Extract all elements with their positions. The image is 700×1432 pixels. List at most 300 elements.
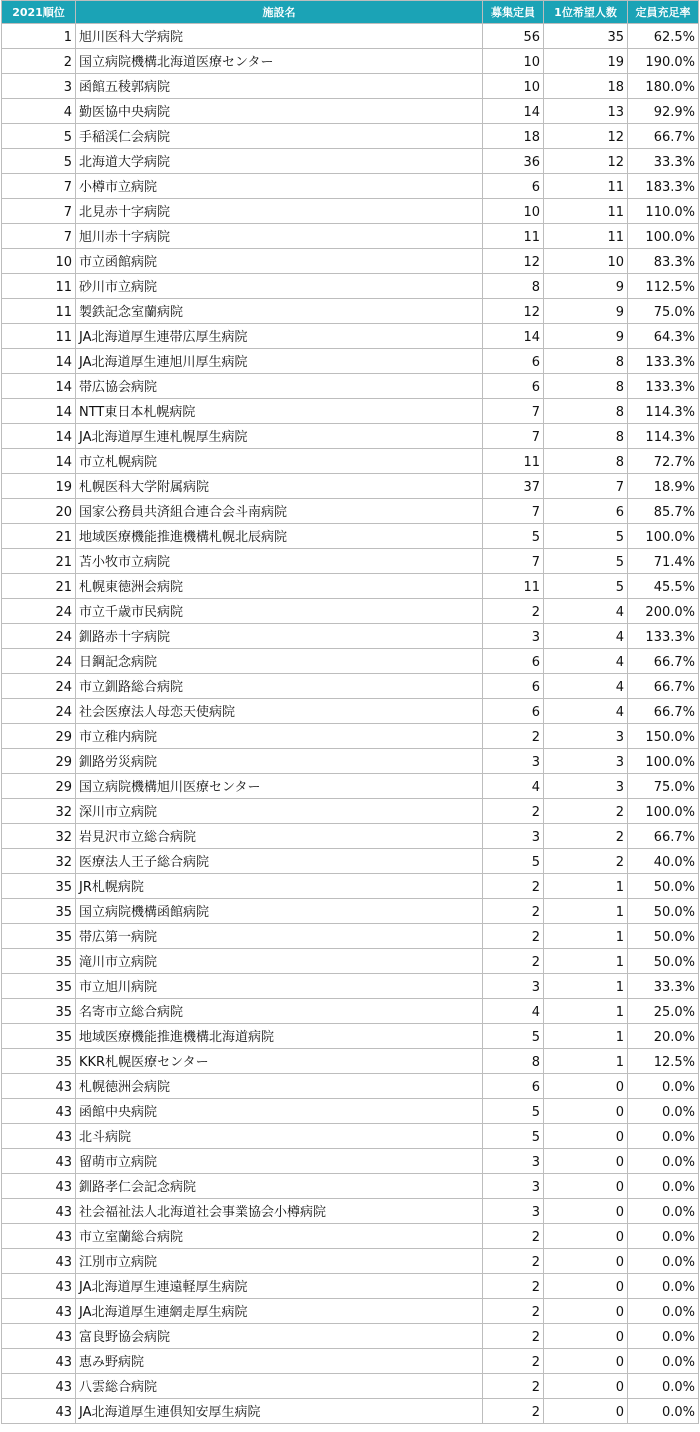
table-row <box>2 1399 699 1424</box>
table-row <box>2 424 699 449</box>
cell-capacity: 2 <box>483 1399 544 1424</box>
cell-name: 函館五稜郭病院 <box>76 74 483 99</box>
table-row <box>2 624 699 649</box>
cell-name: 市立稚内病院 <box>76 724 483 749</box>
cell-first-choice: 0 <box>544 1299 628 1324</box>
cell-rank: 7 <box>2 224 76 249</box>
cell-capacity: 3 <box>483 1174 544 1199</box>
cell-first-choice: 0 <box>544 1249 628 1274</box>
cell-fill-rate: 0.0% <box>628 1124 699 1149</box>
cell-first-choice: 18 <box>544 74 628 99</box>
cell-fill-rate: 66.7% <box>628 699 699 724</box>
cell-name: 砂川市立病院 <box>76 274 483 299</box>
cell-fill-rate: 66.7% <box>628 674 699 699</box>
cell-first-choice: 1 <box>544 874 628 899</box>
cell-first-choice: 35 <box>544 24 628 49</box>
cell-rank: 24 <box>2 649 76 674</box>
cell-capacity: 5 <box>483 524 544 549</box>
cell-name: 江別市立病院 <box>76 1249 483 1274</box>
cell-rank: 35 <box>2 949 76 974</box>
cell-first-choice: 3 <box>544 774 628 799</box>
table-row <box>2 1349 699 1374</box>
cell-capacity: 2 <box>483 724 544 749</box>
cell-fill-rate: 200.0% <box>628 599 699 624</box>
cell-rank: 35 <box>2 974 76 999</box>
cell-fill-rate: 50.0% <box>628 899 699 924</box>
cell-first-choice: 4 <box>544 599 628 624</box>
cell-fill-rate: 0.0% <box>628 1324 699 1349</box>
table-row <box>2 949 699 974</box>
hospital-ranking-table <box>1 0 699 1424</box>
table-row <box>2 749 699 774</box>
cell-capacity: 2 <box>483 924 544 949</box>
cell-rank: 21 <box>2 574 76 599</box>
cell-name: 社会福祉法人北海道社会事業協会小樽病院 <box>76 1199 483 1224</box>
cell-first-choice: 0 <box>544 1199 628 1224</box>
cell-fill-rate: 0.0% <box>628 1349 699 1374</box>
table-row <box>2 974 699 999</box>
cell-fill-rate: 0.0% <box>628 1224 699 1249</box>
cell-first-choice: 12 <box>544 149 628 174</box>
header-fill-rate: 定員充足率 <box>628 1 699 24</box>
cell-rank: 43 <box>2 1224 76 1249</box>
cell-first-choice: 0 <box>544 1399 628 1424</box>
cell-fill-rate: 190.0% <box>628 49 699 74</box>
cell-fill-rate: 100.0% <box>628 524 699 549</box>
cell-name: 国家公務員共済組合連合会斗南病院 <box>76 499 483 524</box>
table-row <box>2 1324 699 1349</box>
cell-first-choice: 0 <box>544 1274 628 1299</box>
cell-rank: 32 <box>2 824 76 849</box>
table-row <box>2 74 699 99</box>
cell-rank: 29 <box>2 749 76 774</box>
cell-name: 八雲総合病院 <box>76 1374 483 1399</box>
cell-first-choice: 1 <box>544 974 628 999</box>
cell-rank: 24 <box>2 599 76 624</box>
cell-capacity: 2 <box>483 1374 544 1399</box>
cell-rank: 4 <box>2 99 76 124</box>
cell-first-choice: 4 <box>544 674 628 699</box>
cell-first-choice: 9 <box>544 274 628 299</box>
cell-fill-rate: 66.7% <box>628 649 699 674</box>
table-row <box>2 799 699 824</box>
cell-rank: 7 <box>2 174 76 199</box>
cell-fill-rate: 33.3% <box>628 149 699 174</box>
table-row <box>2 374 699 399</box>
table-row <box>2 49 699 74</box>
cell-fill-rate: 0.0% <box>628 1149 699 1174</box>
cell-rank: 43 <box>2 1324 76 1349</box>
cell-first-choice: 4 <box>544 699 628 724</box>
cell-capacity: 5 <box>483 1124 544 1149</box>
cell-name: JA北海道厚生連札幌厚生病院 <box>76 424 483 449</box>
cell-capacity: 6 <box>483 349 544 374</box>
cell-capacity: 6 <box>483 1074 544 1099</box>
cell-capacity: 2 <box>483 949 544 974</box>
table-row <box>2 1249 699 1274</box>
cell-name: 国立病院機構北海道医療センター <box>76 49 483 74</box>
cell-fill-rate: 45.5% <box>628 574 699 599</box>
cell-fill-rate: 66.7% <box>628 824 699 849</box>
cell-name: 岩見沢市立総合病院 <box>76 824 483 849</box>
cell-capacity: 3 <box>483 824 544 849</box>
table-row <box>2 474 699 499</box>
cell-capacity: 2 <box>483 1249 544 1274</box>
cell-first-choice: 0 <box>544 1074 628 1099</box>
cell-fill-rate: 114.3% <box>628 399 699 424</box>
header-first-choice: 1位希望人数 <box>544 1 628 24</box>
cell-rank: 7 <box>2 199 76 224</box>
cell-name: 市立千歳市民病院 <box>76 599 483 624</box>
cell-fill-rate: 100.0% <box>628 749 699 774</box>
cell-capacity: 2 <box>483 1224 544 1249</box>
cell-name: 製鉄記念室蘭病院 <box>76 299 483 324</box>
cell-capacity: 14 <box>483 324 544 349</box>
cell-rank: 14 <box>2 449 76 474</box>
table-row <box>2 249 699 274</box>
cell-name: 市立釧路総合病院 <box>76 674 483 699</box>
cell-name: 富良野協会病院 <box>76 1324 483 1349</box>
cell-capacity: 11 <box>483 449 544 474</box>
table-row <box>2 599 699 624</box>
table-row <box>2 1299 699 1324</box>
table-row <box>2 699 699 724</box>
cell-first-choice: 8 <box>544 349 628 374</box>
cell-fill-rate: 18.9% <box>628 474 699 499</box>
cell-fill-rate: 100.0% <box>628 799 699 824</box>
table-row <box>2 1049 699 1074</box>
cell-rank: 1 <box>2 24 76 49</box>
table-row <box>2 774 699 799</box>
cell-name: 釧路孝仁会記念病院 <box>76 1174 483 1199</box>
cell-capacity: 36 <box>483 149 544 174</box>
cell-first-choice: 8 <box>544 374 628 399</box>
cell-rank: 11 <box>2 299 76 324</box>
cell-rank: 43 <box>2 1199 76 1224</box>
cell-fill-rate: 0.0% <box>628 1299 699 1324</box>
cell-name: 留萌市立病院 <box>76 1149 483 1174</box>
cell-first-choice: 0 <box>544 1224 628 1249</box>
cell-rank: 24 <box>2 674 76 699</box>
table-row <box>2 199 699 224</box>
cell-rank: 35 <box>2 874 76 899</box>
cell-name: 釧路労災病院 <box>76 749 483 774</box>
cell-fill-rate: 114.3% <box>628 424 699 449</box>
cell-name: 市立旭川病院 <box>76 974 483 999</box>
cell-capacity: 10 <box>483 74 544 99</box>
cell-name: 釧路赤十字病院 <box>76 624 483 649</box>
cell-name: 日鋼記念病院 <box>76 649 483 674</box>
cell-first-choice: 2 <box>544 849 628 874</box>
cell-first-choice: 11 <box>544 199 628 224</box>
cell-fill-rate: 0.0% <box>628 1249 699 1274</box>
cell-fill-rate: 0.0% <box>628 1374 699 1399</box>
table-row <box>2 274 699 299</box>
cell-rank: 35 <box>2 899 76 924</box>
cell-first-choice: 1 <box>544 949 628 974</box>
cell-first-choice: 5 <box>544 549 628 574</box>
cell-name: 市立室蘭総合病院 <box>76 1224 483 1249</box>
cell-first-choice: 10 <box>544 249 628 274</box>
cell-rank: 21 <box>2 549 76 574</box>
cell-name: 北見赤十字病院 <box>76 199 483 224</box>
table-header-row <box>2 1 699 24</box>
cell-rank: 43 <box>2 1074 76 1099</box>
cell-rank: 14 <box>2 424 76 449</box>
cell-fill-rate: 110.0% <box>628 199 699 224</box>
cell-rank: 43 <box>2 1174 76 1199</box>
cell-fill-rate: 71.4% <box>628 549 699 574</box>
cell-rank: 14 <box>2 399 76 424</box>
cell-capacity: 12 <box>483 249 544 274</box>
cell-name: 国立病院機構旭川医療センター <box>76 774 483 799</box>
cell-capacity: 3 <box>483 974 544 999</box>
cell-capacity: 6 <box>483 374 544 399</box>
cell-fill-rate: 20.0% <box>628 1024 699 1049</box>
table-body <box>2 24 699 1424</box>
cell-capacity: 2 <box>483 599 544 624</box>
cell-capacity: 7 <box>483 499 544 524</box>
cell-capacity: 12 <box>483 299 544 324</box>
table-row <box>2 824 699 849</box>
cell-name: 旭川赤十字病院 <box>76 224 483 249</box>
cell-first-choice: 11 <box>544 174 628 199</box>
cell-fill-rate: 33.3% <box>628 974 699 999</box>
cell-rank: 11 <box>2 324 76 349</box>
header-capacity: 募集定員 <box>483 1 544 24</box>
table-row <box>2 1374 699 1399</box>
cell-rank: 35 <box>2 1049 76 1074</box>
cell-rank: 35 <box>2 924 76 949</box>
cell-name: 名寄市立総合病院 <box>76 999 483 1024</box>
table-row <box>2 149 699 174</box>
cell-fill-rate: 12.5% <box>628 1049 699 1074</box>
table-row <box>2 1199 699 1224</box>
cell-fill-rate: 75.0% <box>628 299 699 324</box>
cell-rank: 24 <box>2 624 76 649</box>
cell-fill-rate: 64.3% <box>628 324 699 349</box>
cell-rank: 29 <box>2 724 76 749</box>
cell-rank: 29 <box>2 774 76 799</box>
cell-rank: 21 <box>2 524 76 549</box>
cell-fill-rate: 183.3% <box>628 174 699 199</box>
cell-rank: 43 <box>2 1099 76 1124</box>
table-row <box>2 549 699 574</box>
cell-name: KKR札幌医療センター <box>76 1049 483 1074</box>
cell-name: NTT東日本札幌病院 <box>76 399 483 424</box>
cell-capacity: 8 <box>483 274 544 299</box>
cell-name: 滝川市立病院 <box>76 949 483 974</box>
cell-capacity: 2 <box>483 1324 544 1349</box>
table-row <box>2 724 699 749</box>
cell-capacity: 56 <box>483 24 544 49</box>
cell-first-choice: 12 <box>544 124 628 149</box>
cell-first-choice: 8 <box>544 449 628 474</box>
table-row <box>2 99 699 124</box>
cell-fill-rate: 133.3% <box>628 624 699 649</box>
table-row <box>2 899 699 924</box>
table-row <box>2 1124 699 1149</box>
cell-rank: 14 <box>2 349 76 374</box>
table-row <box>2 174 699 199</box>
cell-fill-rate: 0.0% <box>628 1174 699 1199</box>
cell-capacity: 10 <box>483 199 544 224</box>
table-row <box>2 649 699 674</box>
cell-name: 札幌東徳洲会病院 <box>76 574 483 599</box>
table-row <box>2 1174 699 1199</box>
cell-first-choice: 9 <box>544 299 628 324</box>
cell-capacity: 2 <box>483 1349 544 1374</box>
cell-fill-rate: 40.0% <box>628 849 699 874</box>
cell-capacity: 6 <box>483 174 544 199</box>
cell-rank: 32 <box>2 799 76 824</box>
cell-first-choice: 4 <box>544 649 628 674</box>
cell-first-choice: 9 <box>544 324 628 349</box>
cell-capacity: 2 <box>483 1274 544 1299</box>
cell-first-choice: 2 <box>544 824 628 849</box>
cell-first-choice: 13 <box>544 99 628 124</box>
cell-first-choice: 5 <box>544 524 628 549</box>
cell-rank: 24 <box>2 699 76 724</box>
cell-rank: 5 <box>2 124 76 149</box>
cell-name: 恵み野病院 <box>76 1349 483 1374</box>
cell-name: 函館中央病院 <box>76 1099 483 1124</box>
cell-rank: 43 <box>2 1124 76 1149</box>
cell-fill-rate: 0.0% <box>628 1274 699 1299</box>
cell-rank: 35 <box>2 999 76 1024</box>
cell-first-choice: 1 <box>544 924 628 949</box>
cell-fill-rate: 66.7% <box>628 124 699 149</box>
cell-name: 地域医療機能推進機構札幌北辰病院 <box>76 524 483 549</box>
cell-fill-rate: 150.0% <box>628 724 699 749</box>
cell-first-choice: 0 <box>544 1149 628 1174</box>
cell-first-choice: 7 <box>544 474 628 499</box>
cell-name: 苫小牧市立病院 <box>76 549 483 574</box>
cell-rank: 3 <box>2 74 76 99</box>
cell-first-choice: 19 <box>544 49 628 74</box>
cell-fill-rate: 92.9% <box>628 99 699 124</box>
cell-capacity: 7 <box>483 424 544 449</box>
cell-capacity: 11 <box>483 574 544 599</box>
cell-rank: 35 <box>2 1024 76 1049</box>
cell-fill-rate: 62.5% <box>628 24 699 49</box>
cell-capacity: 11 <box>483 224 544 249</box>
cell-first-choice: 4 <box>544 624 628 649</box>
cell-name: 国立病院機構函館病院 <box>76 899 483 924</box>
cell-first-choice: 1 <box>544 1024 628 1049</box>
cell-fill-rate: 133.3% <box>628 374 699 399</box>
cell-first-choice: 0 <box>544 1374 628 1399</box>
cell-capacity: 6 <box>483 699 544 724</box>
cell-rank: 43 <box>2 1274 76 1299</box>
cell-capacity: 2 <box>483 1299 544 1324</box>
cell-first-choice: 1 <box>544 899 628 924</box>
cell-fill-rate: 75.0% <box>628 774 699 799</box>
cell-name: 深川市立病院 <box>76 799 483 824</box>
cell-name: 北斗病院 <box>76 1124 483 1149</box>
cell-first-choice: 1 <box>544 1049 628 1074</box>
cell-rank: 5 <box>2 149 76 174</box>
cell-rank: 43 <box>2 1349 76 1374</box>
table-row <box>2 524 699 549</box>
cell-name: 帯広第一病院 <box>76 924 483 949</box>
cell-rank: 2 <box>2 49 76 74</box>
table-row <box>2 324 699 349</box>
table-row <box>2 1074 699 1099</box>
cell-fill-rate: 0.0% <box>628 1399 699 1424</box>
table-row <box>2 1224 699 1249</box>
cell-fill-rate: 50.0% <box>628 949 699 974</box>
cell-first-choice: 11 <box>544 224 628 249</box>
cell-capacity: 3 <box>483 749 544 774</box>
cell-first-choice: 0 <box>544 1174 628 1199</box>
cell-rank: 11 <box>2 274 76 299</box>
cell-rank: 43 <box>2 1299 76 1324</box>
cell-name: JR札幌病院 <box>76 874 483 899</box>
cell-rank: 32 <box>2 849 76 874</box>
cell-capacity: 3 <box>483 624 544 649</box>
cell-capacity: 14 <box>483 99 544 124</box>
cell-capacity: 2 <box>483 899 544 924</box>
cell-first-choice: 3 <box>544 724 628 749</box>
cell-fill-rate: 85.7% <box>628 499 699 524</box>
cell-capacity: 8 <box>483 1049 544 1074</box>
header-rank: 2021順位 <box>2 1 76 24</box>
cell-first-choice: 2 <box>544 799 628 824</box>
table-row <box>2 1024 699 1049</box>
cell-name: 帯広協会病院 <box>76 374 483 399</box>
cell-fill-rate: 25.0% <box>628 999 699 1024</box>
table-row <box>2 1274 699 1299</box>
cell-name: 手稲渓仁会病院 <box>76 124 483 149</box>
cell-first-choice: 0 <box>544 1124 628 1149</box>
cell-name: 市立函館病院 <box>76 249 483 274</box>
cell-first-choice: 0 <box>544 1349 628 1374</box>
cell-name: JA北海道厚生連旭川厚生病院 <box>76 349 483 374</box>
cell-capacity: 5 <box>483 849 544 874</box>
cell-name: 地域医療機能推進機構北海道病院 <box>76 1024 483 1049</box>
cell-fill-rate: 0.0% <box>628 1074 699 1099</box>
cell-fill-rate: 180.0% <box>628 74 699 99</box>
cell-capacity: 7 <box>483 549 544 574</box>
table-row <box>2 574 699 599</box>
cell-name: 市立札幌病院 <box>76 449 483 474</box>
cell-fill-rate: 50.0% <box>628 874 699 899</box>
cell-name: 札幌医科大学附属病院 <box>76 474 483 499</box>
cell-name: JA北海道厚生連遠軽厚生病院 <box>76 1274 483 1299</box>
cell-name: JA北海道厚生連網走厚生病院 <box>76 1299 483 1324</box>
table-row <box>2 24 699 49</box>
table-row <box>2 124 699 149</box>
cell-name: 北海道大学病院 <box>76 149 483 174</box>
cell-name: 勤医協中央病院 <box>76 99 483 124</box>
cell-name: JA北海道厚生連帯広厚生病院 <box>76 324 483 349</box>
table-row <box>2 874 699 899</box>
table-row <box>2 499 699 524</box>
cell-capacity: 3 <box>483 1199 544 1224</box>
cell-capacity: 4 <box>483 999 544 1024</box>
cell-capacity: 2 <box>483 874 544 899</box>
table-row <box>2 1099 699 1124</box>
table-row <box>2 399 699 424</box>
table-row <box>2 299 699 324</box>
cell-fill-rate: 0.0% <box>628 1199 699 1224</box>
cell-capacity: 10 <box>483 49 544 74</box>
cell-rank: 43 <box>2 1249 76 1274</box>
table-row <box>2 1149 699 1174</box>
cell-capacity: 6 <box>483 674 544 699</box>
cell-fill-rate: 50.0% <box>628 924 699 949</box>
